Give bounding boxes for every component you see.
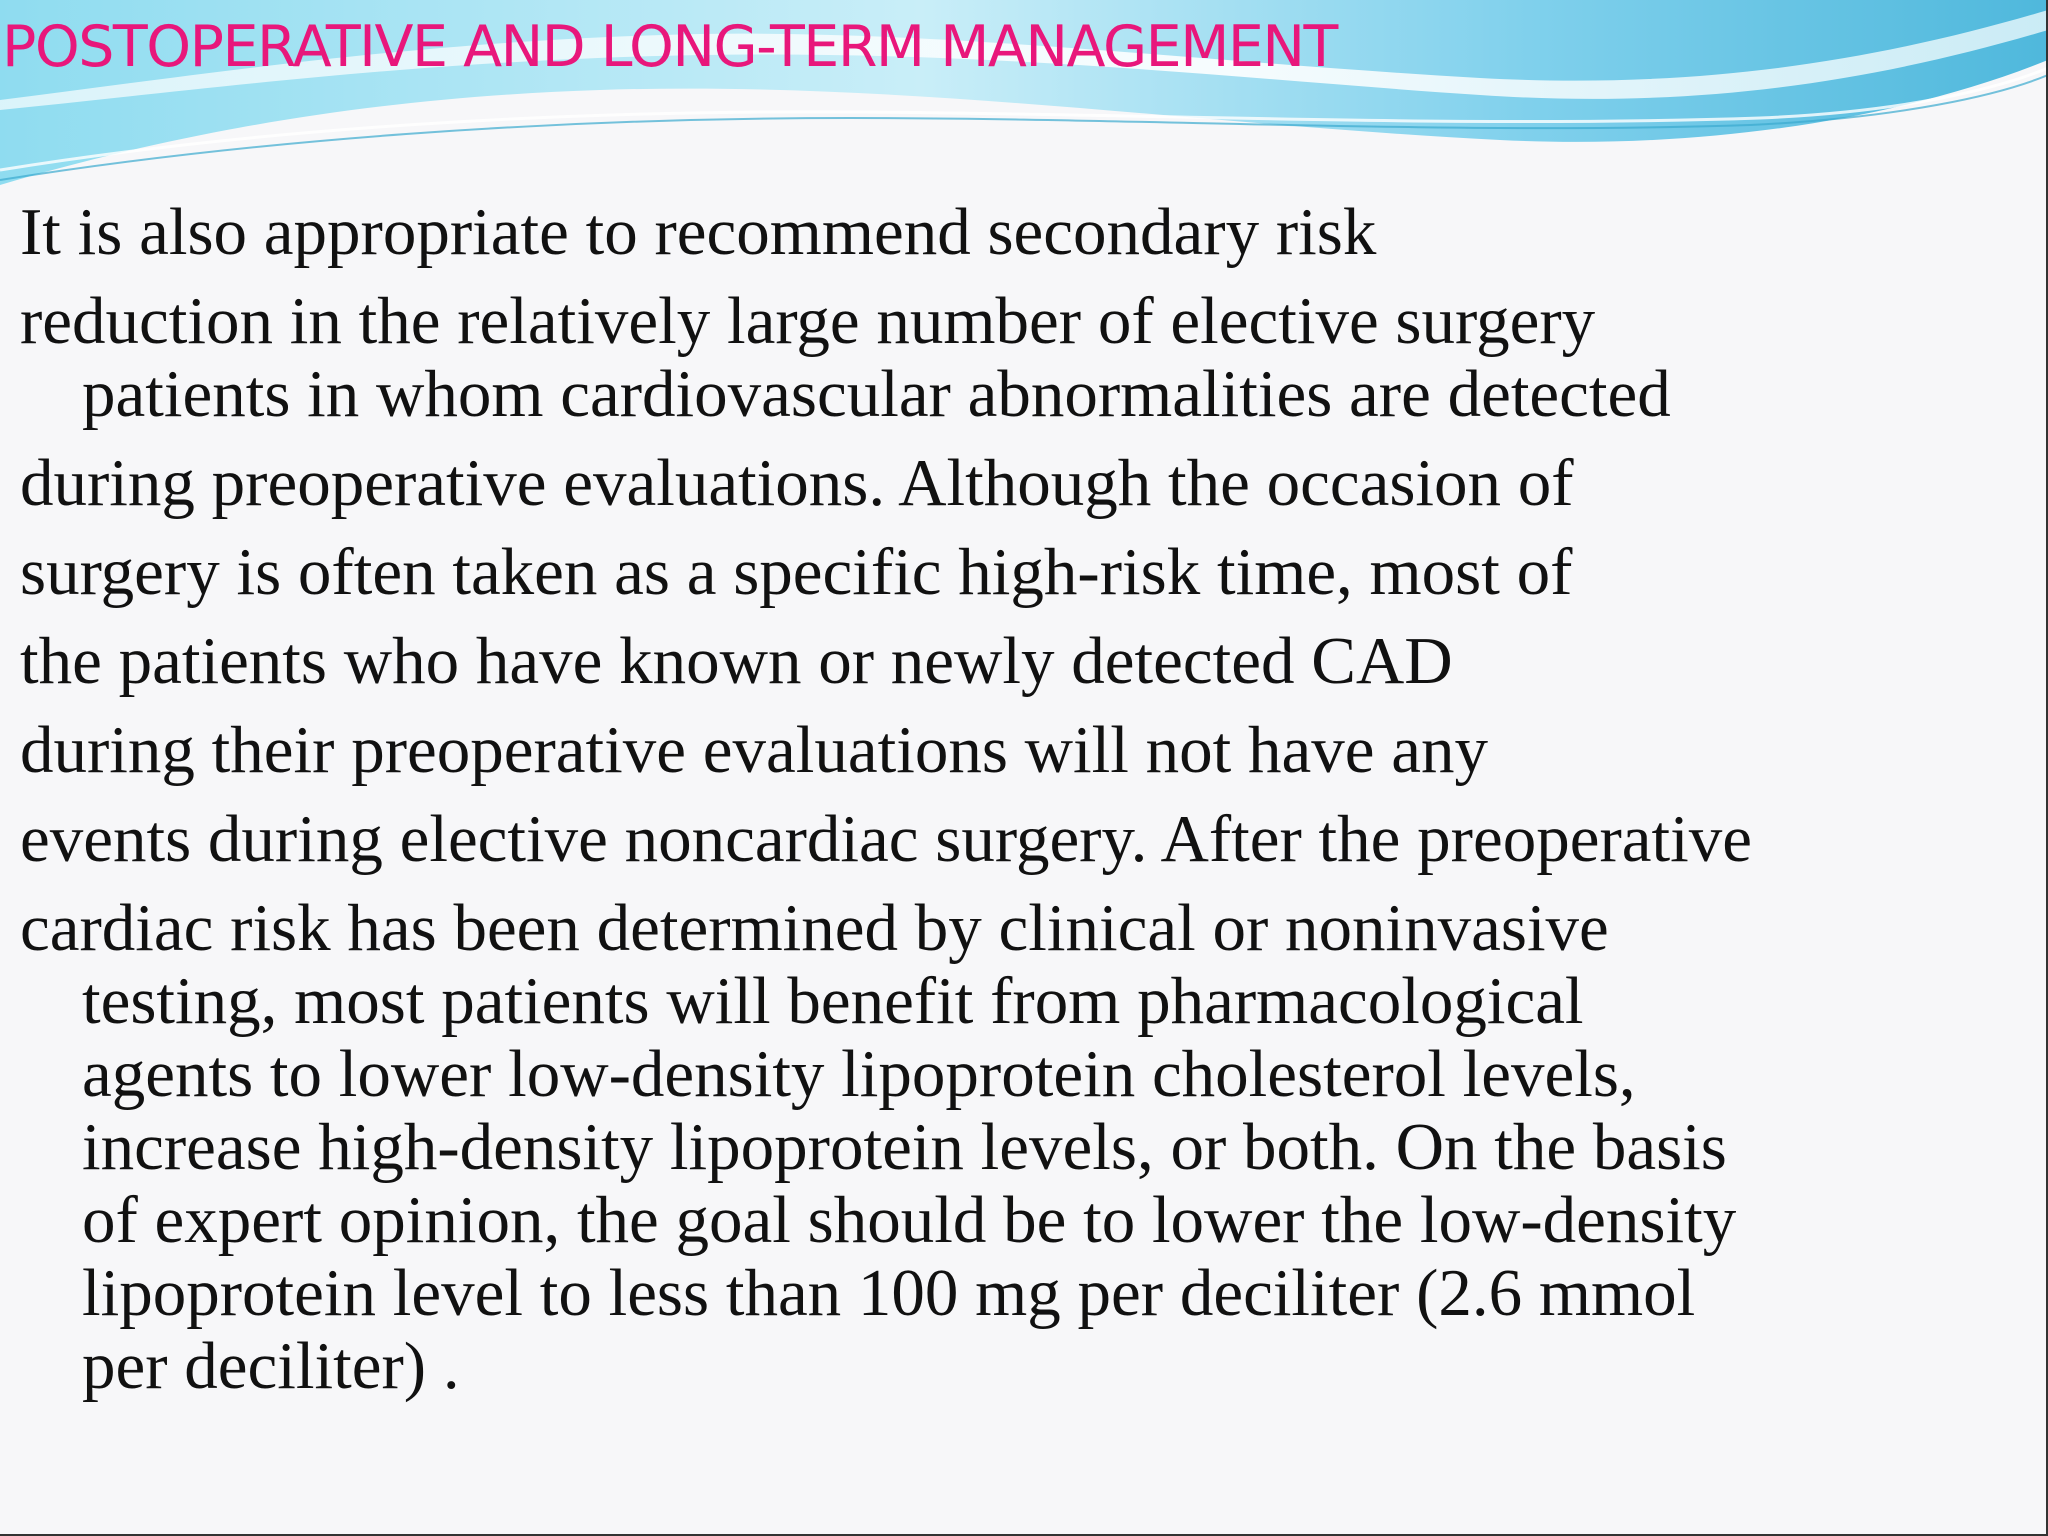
- paragraph-4: surgery is often taken as a specific high-risk time, most of: [20, 535, 1573, 609]
- paragraph-7: events during elective noncardiac surgery. After the preoperative: [20, 802, 1752, 876]
- paragraph-2: reduction in the relatively large number of elective surgery patients in whom cardiovascular abnormalities are detected: [20, 284, 1671, 431]
- paragraph-3: during preoperative evaluations. Although the occasion of: [20, 446, 1574, 520]
- paragraph-8: cardiac risk has been determined by clinical or noninvasive testing, most patients will benefit from pharmacological agents to lower low-density lipoprotein cholesterol levels, increase high-density lipoprotein levels, or both. On the basis of expert opinion, the goal should be to lower the low-density lipoprotein level to less than 100 mg per deciliter (2.6 mmol per deciliter) .: [20, 891, 1737, 1403]
- paragraph-5: the patients who have known or newly detected CAD: [20, 624, 1453, 698]
- paragraph-1: It is also appropriate to recommend secondary risk: [20, 195, 1377, 269]
- slide-title: POSTOPERATIVE AND LONG-TERM MANAGEMENT: [2, 14, 1337, 80]
- paragraph-6: during their preoperative evaluations will not have any: [20, 713, 1488, 787]
- slide-body: [20, 196, 2010, 1419]
